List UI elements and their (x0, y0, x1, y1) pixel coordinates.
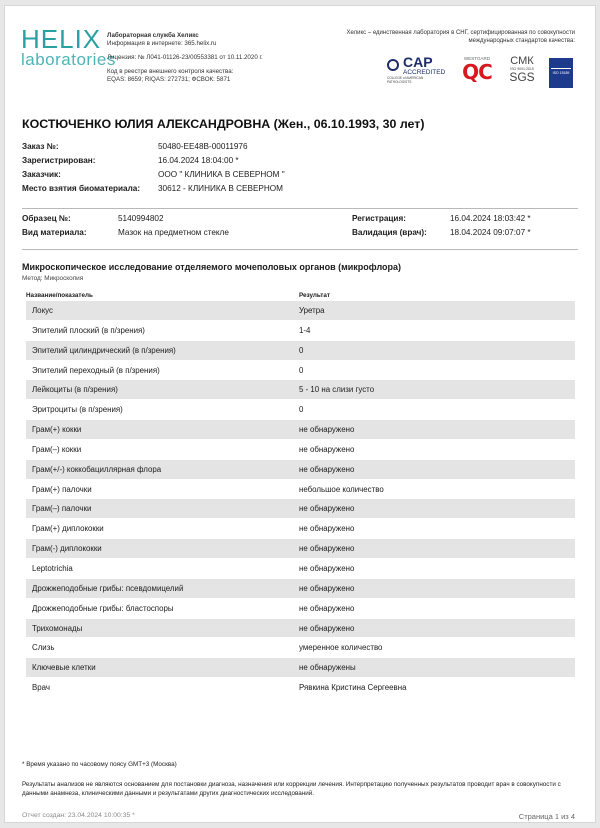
table-row (26, 320, 575, 340)
row-name: Эритроциты (в п/зрения) (32, 405, 123, 415)
disclaimer: Результаты анализов не являются основанием для постановки диагноза, назначения или коррекции лечения. Интерпретацию полученных результатов проводит врач в совокупности с данными анамнеза, клиническими данными и результатами других диагностических исследований. (22, 781, 561, 797)
validation-value: 18.04.2024 09:07:07 * (450, 228, 531, 237)
row-result: не обнаружено (299, 603, 355, 613)
table-row (26, 340, 575, 360)
row-name: Локус (32, 306, 53, 315)
row-result: не обнаружено (299, 464, 355, 474)
table-row (26, 300, 575, 320)
registered-value: 16.04.2024 18:04:00 * (158, 156, 239, 165)
row-result: 1-4 (299, 325, 311, 335)
registered-label: Зарегистрирован: (22, 156, 96, 165)
row-result: не обнаружено (299, 444, 355, 454)
registry-line1: Код в реестре внешнего контроля качества: (107, 68, 234, 75)
test-title: Микроскопическое исследование отделяемого мочеполовых органов (микрофлора) (22, 262, 402, 272)
cap-text: CAP (403, 54, 433, 70)
cap-accredited-logo (385, 56, 447, 84)
logo-line1: HELIX (21, 24, 102, 54)
row-name: Грам(+) кокки (32, 425, 82, 435)
lab-name: Лабораторная служба Хеликс (107, 32, 199, 39)
table-row (26, 459, 575, 479)
row-name: Трихомонады (32, 623, 83, 633)
row-name: Грам(+) диплококки (32, 524, 104, 534)
row-name: Грам(+) палочки (32, 484, 92, 494)
table-row (26, 637, 575, 657)
row-name: Дрожжеподобные грибы: псевдомицелий (32, 583, 184, 593)
row-result: не обнаружено (299, 623, 355, 633)
table-row (26, 558, 575, 578)
row-name: Ключевые клетки (32, 663, 96, 673)
material-label: Вид материала: (22, 228, 87, 237)
table-row (26, 439, 575, 459)
iso-badge-text: ISO 15189 (551, 68, 571, 75)
customer-label: Заказчик: (22, 170, 61, 179)
tagline: Хеликс – единственная лаборатория в СНГ, сертифицированная по совокупности международных стандартов качества: (346, 30, 575, 44)
smk-sgs-logo (507, 56, 537, 83)
order-value: 50480-EE48B-00011976 (158, 142, 248, 151)
westgard-qc-logo (457, 56, 497, 82)
registration-label: Регистрация: (352, 214, 406, 223)
license: Лицензия: № Л041-01126-23/00553381 от 10.11.2020 г. (107, 54, 263, 61)
report-page (4, 5, 596, 823)
row-result: не обнаружены (299, 663, 356, 673)
row-result: Уретра (299, 306, 325, 315)
table-row (26, 479, 575, 499)
table-row (26, 598, 575, 618)
table-row (26, 618, 575, 638)
report-created: Отчет создан: 23.04.2024 10:00:35 * (22, 812, 135, 819)
table-row (26, 399, 575, 419)
table-row (26, 657, 575, 677)
table-row (26, 677, 575, 697)
cap-subtitle: COLLEGE of AMERICAN PATHOLOGISTS (387, 76, 424, 84)
test-method: Метод: Микроскопия (22, 275, 84, 282)
order-block (22, 140, 285, 196)
cap-circle-icon (387, 59, 399, 71)
sample-value: 5140994802 (118, 214, 164, 223)
col-header-name: Название/показатель (26, 292, 93, 299)
row-name: Слизь (32, 643, 55, 653)
row-result: 0 (299, 365, 304, 375)
divider (22, 249, 578, 250)
row-name: Грам(–) кокки (32, 444, 82, 454)
helix-logo (21, 26, 116, 68)
validation-label: Валидация (врач): (352, 228, 427, 237)
page-number: Страница 1 из 4 (518, 812, 575, 821)
sample-label: Образец №: (22, 214, 71, 223)
row-result: не обнаружено (299, 425, 355, 435)
cap-accredited-text: ACCREDITED (403, 69, 446, 76)
row-name: Leptotrichia (32, 563, 73, 573)
time-note: * Время указано по часовому поясу GMT+3 (Москва) (22, 761, 177, 768)
table-row (26, 518, 575, 538)
row-result: не обнаружено (299, 524, 355, 534)
row-result: Рявкина Кристина Сергеевна (299, 683, 407, 693)
row-name: Эпителий переходный (в п/зрения) (32, 365, 160, 375)
table-row (26, 498, 575, 518)
smk-text: СМК (510, 55, 534, 67)
row-name: Грам(–) палочки (32, 504, 92, 514)
table-row (26, 360, 575, 380)
row-result: не обнаружено (299, 504, 355, 514)
westgard-text: WESTGARD (463, 56, 490, 61)
divider (22, 208, 578, 209)
table-row (26, 419, 575, 439)
customer-value: ООО " КЛИНИКА В СЕВЕРНОМ " (158, 170, 285, 179)
results-table (26, 300, 575, 697)
place-label: Место взятия биоматериала: (22, 184, 141, 193)
row-result: 0 (299, 405, 304, 415)
col-header-result: Результат (299, 292, 330, 299)
table-row (26, 538, 575, 558)
logo-line2: laboratories (21, 50, 116, 69)
registration-value: 16.04.2024 18:03:42 * (450, 214, 531, 223)
qc-text: QC (457, 62, 497, 82)
registry-line2: EQAS: 8659; RIQAS: 272731; ФСВОК: 5871 (107, 76, 231, 83)
row-result: умеренное количество (299, 643, 383, 653)
row-name: Грам(-) диплококки (32, 544, 102, 554)
row-result: 5 - 10 на слизи густо (299, 385, 375, 395)
order-label: Заказ №: (22, 142, 59, 151)
iso-text: ISO 9001:2015 (510, 67, 534, 71)
place-value: 30612 - КЛИНИКА В СЕВЕРНОМ (158, 184, 283, 193)
row-name: Эпителий плоский (в п/зрения) (32, 325, 145, 335)
material-value: Мазок на предметном стекле (118, 228, 229, 237)
iso-badge-icon (549, 58, 573, 88)
row-name: Врач (32, 683, 50, 693)
row-result: не обнаружено (299, 563, 355, 573)
row-result: не обнаружено (299, 544, 355, 554)
row-name: Лейкоциты (в п/зрения) (32, 385, 118, 395)
table-row (26, 578, 575, 598)
sgs-text: SGS (509, 70, 535, 84)
dates-block (352, 212, 531, 240)
patient-title: КОСТЮЧЕНКО ЮЛИЯ АЛЕКСАНДРОВНА (Жен., 06.10.1993, 30 лет) (22, 117, 425, 131)
row-result: небольшое количество (299, 484, 384, 494)
lab-info (107, 32, 263, 84)
lab-site: Информация в интернете: 365.helix.ru (107, 40, 217, 47)
row-name: Эпителий цилиндрический (в п/зрения) (32, 345, 176, 355)
row-name: Грам(+/-) коккобациллярная флора (32, 464, 162, 474)
table-row (26, 379, 575, 399)
sample-block (22, 212, 229, 240)
row-name: Дрожжеподобные грибы: бластоспоры (32, 603, 174, 613)
row-result: не обнаружено (299, 583, 355, 593)
row-result: 0 (299, 345, 304, 355)
